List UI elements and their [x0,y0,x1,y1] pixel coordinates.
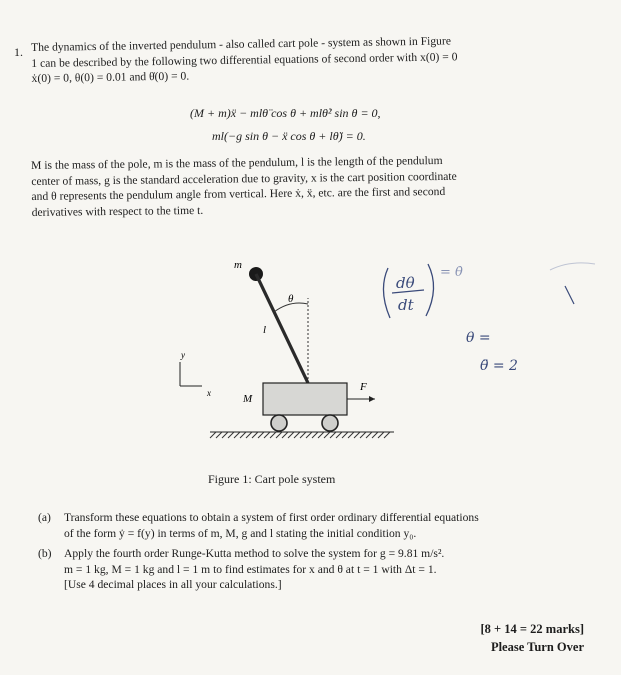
marks-block [481,620,584,656]
ground-hatch [210,432,390,438]
label-F: F⃗ [360,381,376,393]
definition-line: and θ represents the pendulum angle from vertical. Here ẋ, ẍ, etc. are the first and second [31,184,446,203]
question-number: 1. [14,45,23,59]
figure-caption: Figure 1: Cart pole system [208,472,336,486]
label-y: y [181,350,185,360]
handwritten-notes [370,230,610,390]
intro-line: The dynamics of the inverted pendulum - also called cart pole - system as shown in Figure [31,34,452,54]
page-footer: Please Turn Over [490,640,584,654]
part-a-line: Transform these equations to obtain a system of first order ordinary differential equations [64,511,479,524]
definition-line: center of mass, g is the standard acceleration due to gravity, x is the cart position coordinate [31,169,457,188]
intro-line: 1 can be described by the following two differential equations of second order with x(0) = 0 [31,49,458,70]
hand-scribble-1: = θ̇ [440,265,463,280]
part-a-body [64,510,604,541]
definitions-paragraph [31,151,602,220]
equation-1: (M + m)ẍ − mlθ̈ cos θ + mlθ̇² sin θ = 0, [190,106,381,120]
hand-bracket-right [426,264,434,316]
force-arrowhead [369,396,375,402]
label-m: m [234,259,242,271]
part-a-line: of the form ẏ = f(y) in terms of m, M, g and l stating the initial condition y₀. [64,526,417,540]
hand-frac-num: dθ [396,274,415,292]
intro-paragraph [31,31,602,86]
hand-scribble-3: θ̈ = 2 [480,358,518,374]
marks-total: [8 + 14 = 22 marks] [480,622,584,636]
label-M: M [243,393,253,405]
hand-stroke [565,286,574,304]
hand-bracket-left [383,268,390,318]
part-b-line: [Use 4 decimal places in all your calculations.] [64,578,282,591]
intro-line: ẋ(0) = 0, θ(0) = 0.01 and θ̇(0) = 0. [31,69,190,85]
hand-frac-den: dt [398,296,414,314]
part-b-label: (b) [38,547,52,560]
cart-wheel-left [271,415,287,431]
cart-wheel-right [322,415,338,431]
label-l: l [263,324,267,336]
part-b-body [64,546,604,593]
cart-body [263,383,347,415]
definition-line: M is the mass of the pole, m is the mass of the pendulum, l is the length of the pendulum [31,153,443,172]
part-b-line: Apply the fourth order Runge-Kutta method to solve the system for g = 9.81 m/s². [64,547,445,560]
part-a-label: (a) [38,511,51,524]
part-b-line: m = 1 kg, M = 1 kg and l = 1 m to find estimates for x and θ at t = 1 with Δt = 1. [64,562,437,576]
hand-scribble-2: θ = [466,330,491,346]
label-x: x [207,388,211,398]
equation-2: ml(−g sin θ − ẍ cos θ + lθ̈) = 0. [212,129,366,143]
hand-faint-stroke [550,263,595,270]
label-theta: θ [288,293,294,305]
definition-line: derivatives with respect to the time t. [31,203,204,219]
